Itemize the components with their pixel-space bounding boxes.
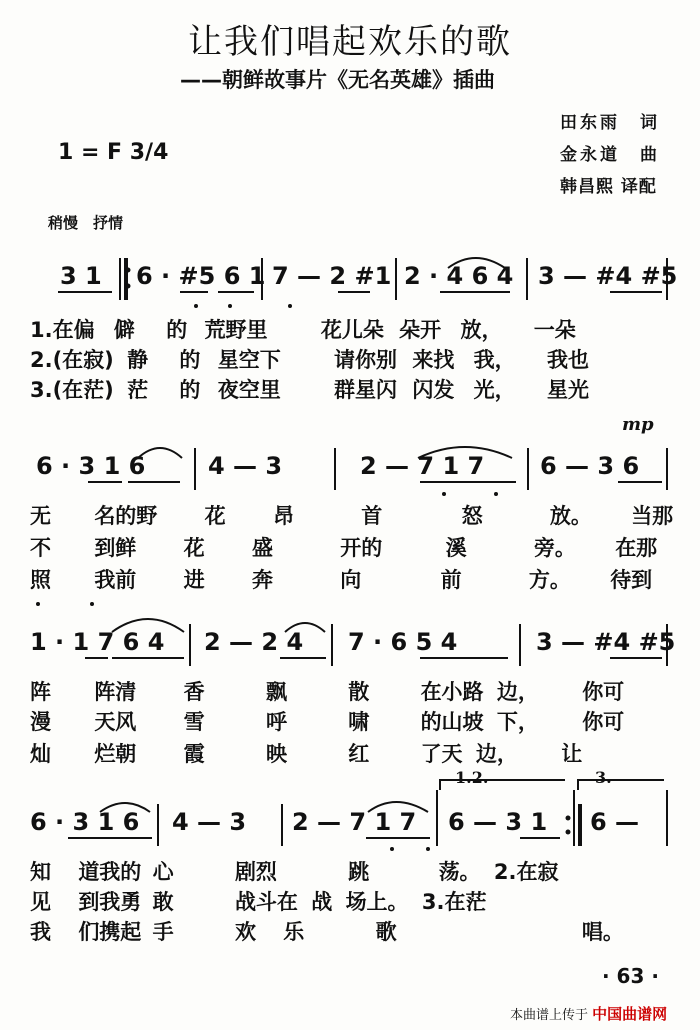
notes-s1-m0: 3 1: [60, 262, 102, 290]
notes-s3-m0: 1 · 1 7 6 4: [30, 628, 165, 656]
notes-s4-m3: 6 — 3 1: [448, 808, 548, 836]
song-title: 让我们唱起欢乐的歌: [188, 22, 512, 62]
lyric-s2-v2: 不 到鲜 花 盛 开的 溪 旁。 在那: [30, 536, 658, 560]
lyric-s4-v1: 知 道我的 心 剧烈 跳 荡。 2.在寂: [30, 860, 559, 884]
key-signature: 1 = F 3/4: [58, 140, 169, 165]
lyric-s4-v2: 见 到我勇 敢 战斗在 战 场上。 3.在茫: [30, 890, 487, 914]
dynamic-marking: mp: [622, 414, 654, 435]
composer-credit: 金永道 曲: [560, 145, 660, 165]
notes-s2-m3: 6 — 3 6: [540, 452, 640, 480]
lyric-s1-v1: 1.在偏 僻 的 荒野里 花儿朵 朵开 放， 一朵: [30, 318, 576, 342]
notes-s1-m3: 2 · 4 6 4: [404, 262, 514, 290]
notes-s2-m2: 2 — 7 1 7: [360, 452, 485, 480]
lyric-s1-v3: 3.(在茫) 茫 的 夜空里 群星闪 闪发 光， 星光: [30, 378, 589, 402]
notes-s1-m4: 3 — #4 #5: [538, 262, 678, 290]
notes-s4-m4: 6 —: [590, 808, 640, 836]
notes-s2-m0: 6 · 3 1 6: [36, 452, 146, 480]
song-subtitle: ——朝鲜故事片《无名英雄》插曲: [180, 68, 495, 92]
lyric-s3-v3: 灿 烂朝 霞 映 红 了天 边， 让: [30, 742, 583, 766]
notes-s4-m1: 4 — 3: [172, 808, 247, 836]
lyric-s3-v1: 阵 阵清 香 飘 散 在小路 边， 你可: [30, 680, 625, 704]
lyric-s4-v3: 我 们携起 手 欢 乐 歌 唱。: [30, 920, 624, 944]
lyric-s3-v2: 漫 天风 雪 呼 啸 的山坡 下， 你可: [30, 710, 625, 734]
notes-s4-m2: 2 — 7 1 7: [292, 808, 417, 836]
page-number: · 63 ·: [602, 964, 659, 988]
lyric-s2-v3: 照 我前 进 奔 向 前 方。 待到: [30, 568, 653, 592]
notes-s2-m1: 4 — 3: [208, 452, 283, 480]
tempo-marking: 稍慢 抒情: [48, 214, 124, 232]
notes-s3-m2: 7 · 6 5 4: [348, 628, 458, 656]
footer-prefix: 本曲谱上传于: [510, 1008, 589, 1023]
lyric-s1-v2: 2.(在寂) 静 的 星空下 请你别 来找 我， 我也: [30, 348, 589, 372]
footer-site[interactable]: 中国曲谱网: [592, 1005, 668, 1023]
lyric-s2-v1: 无 名的野 花 昂 首 怒 放。 当那: [30, 504, 674, 528]
notes-s4-m0: 6 · 3 1 6: [30, 808, 140, 836]
translator-credit: 韩昌熙 译配: [560, 177, 657, 197]
notes-s1-m2: 7 — 2 #1: [272, 262, 392, 290]
volta-first-label: 1.2.: [455, 768, 489, 787]
notes-s3-m3: 3 — #4 #5: [536, 628, 676, 656]
notes-s3-m1: 2 — 2 4: [204, 628, 304, 656]
volta-second-label: 3.: [595, 768, 612, 787]
lyricist-credit: 田东雨 词: [560, 113, 660, 133]
notes-s1-m1: 6 · #5 6 1: [136, 262, 266, 290]
source-footer[interactable]: [510, 1003, 667, 1024]
